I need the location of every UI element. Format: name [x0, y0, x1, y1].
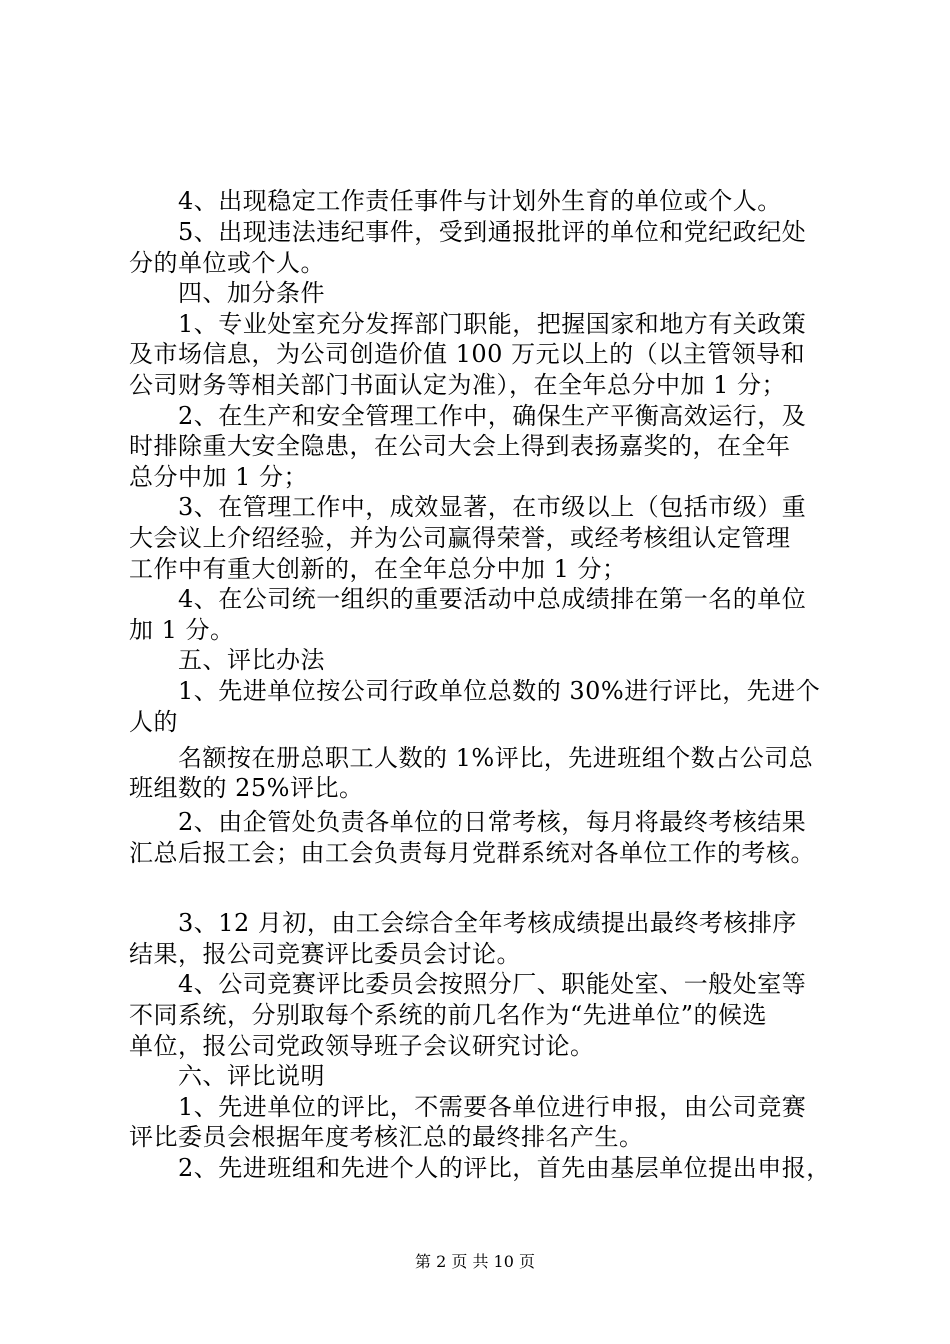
section-heading: 四、加分条件 [178, 279, 325, 307]
paragraph-line: 4、出现稳定工作责任事件与计划外生育的单位或个人。 [178, 187, 782, 215]
paragraph-line: 结果，报公司竞赛评比委员会讨论。 [129, 940, 521, 968]
paragraph-line: 2、先进班组和先进个人的评比，首先由基层单位提出申报， [178, 1154, 831, 1182]
paragraph-line: 单位，报公司党政领导班子会议研究讨论。 [129, 1032, 595, 1060]
paragraph-line: 名额按在册总职工人数的 1%评比，先进班组个数占公司总 [178, 744, 814, 772]
paragraph-line: 分的单位或个人。 [129, 249, 325, 277]
paragraph-line: 2、在生产和安全管理工作中，确保生产平衡高效运行，及 [178, 402, 807, 430]
paragraph-line: 班组数的 25%评比。 [129, 774, 364, 802]
section-heading: 六、评比说明 [178, 1062, 325, 1090]
paragraph-line: 1、专业处室充分发挥部门职能，把握国家和地方有关政策 [178, 310, 807, 338]
paragraph-line: 工作中有重大创新的，在全年总分中加 1 分； [129, 555, 627, 583]
paragraph-line: 及市场信息，为公司创造价值 100 万元以上的（以主管领导和 [129, 340, 806, 368]
paragraph-line: 汇总后报工会；由工会负责每月党群系统对各单位工作的考核。 [129, 839, 815, 867]
paragraph-line: 评比委员会根据年度考核汇总的最终排名产生。 [129, 1123, 644, 1151]
paragraph-line: 总分中加 1 分； [129, 463, 309, 491]
page-number-footer: 第 2 页 共 10 页 [415, 1252, 535, 1271]
paragraph-line: 时排除重大安全隐患，在公司大会上得到表扬嘉奖的，在全年 [129, 432, 791, 460]
paragraph-line: 3、在管理工作中，成效显著，在市级以上（包括市级）重 [178, 493, 807, 521]
paragraph-line: 1、先进单位的评比，不需要各单位进行申报，由公司竞赛 [178, 1093, 807, 1121]
paragraph-line: 不同系统，分别取每个系统的前几名作为“先进单位”的候选 [129, 1001, 768, 1029]
paragraph-line: 加 1 分。 [129, 616, 235, 644]
paragraph-line: 人的 [129, 708, 178, 736]
paragraph-line: 4、在公司统一组织的重要活动中总成绩排在第一名的单位 [178, 585, 807, 613]
paragraph-line: 4、公司竞赛评比委员会按照分厂、职能处室、一般处室等 [178, 970, 807, 998]
paragraph-line: 1、先进单位按公司行政单位总数的 30%进行评比，先进个 [178, 677, 821, 705]
paragraph-line: 公司财务等相关部门书面认定为准），在全年总分中加 1 分； [129, 371, 787, 399]
paragraph-line: 大会议上介绍经验，并为公司赢得荣誉，或经考核组认定管理 [129, 524, 791, 552]
paragraph-line: 3、12 月初，由工会综合全年考核成绩提出最终考核排序 [178, 909, 797, 937]
paragraph-line: 2、由企管处负责各单位的日常考核，每月将最终考核结果 [178, 808, 807, 836]
paragraph-line: 5、出现违法违纪事件，受到通报批评的单位和党纪政纪处 [178, 218, 807, 246]
section-heading: 五、评比办法 [178, 646, 325, 674]
